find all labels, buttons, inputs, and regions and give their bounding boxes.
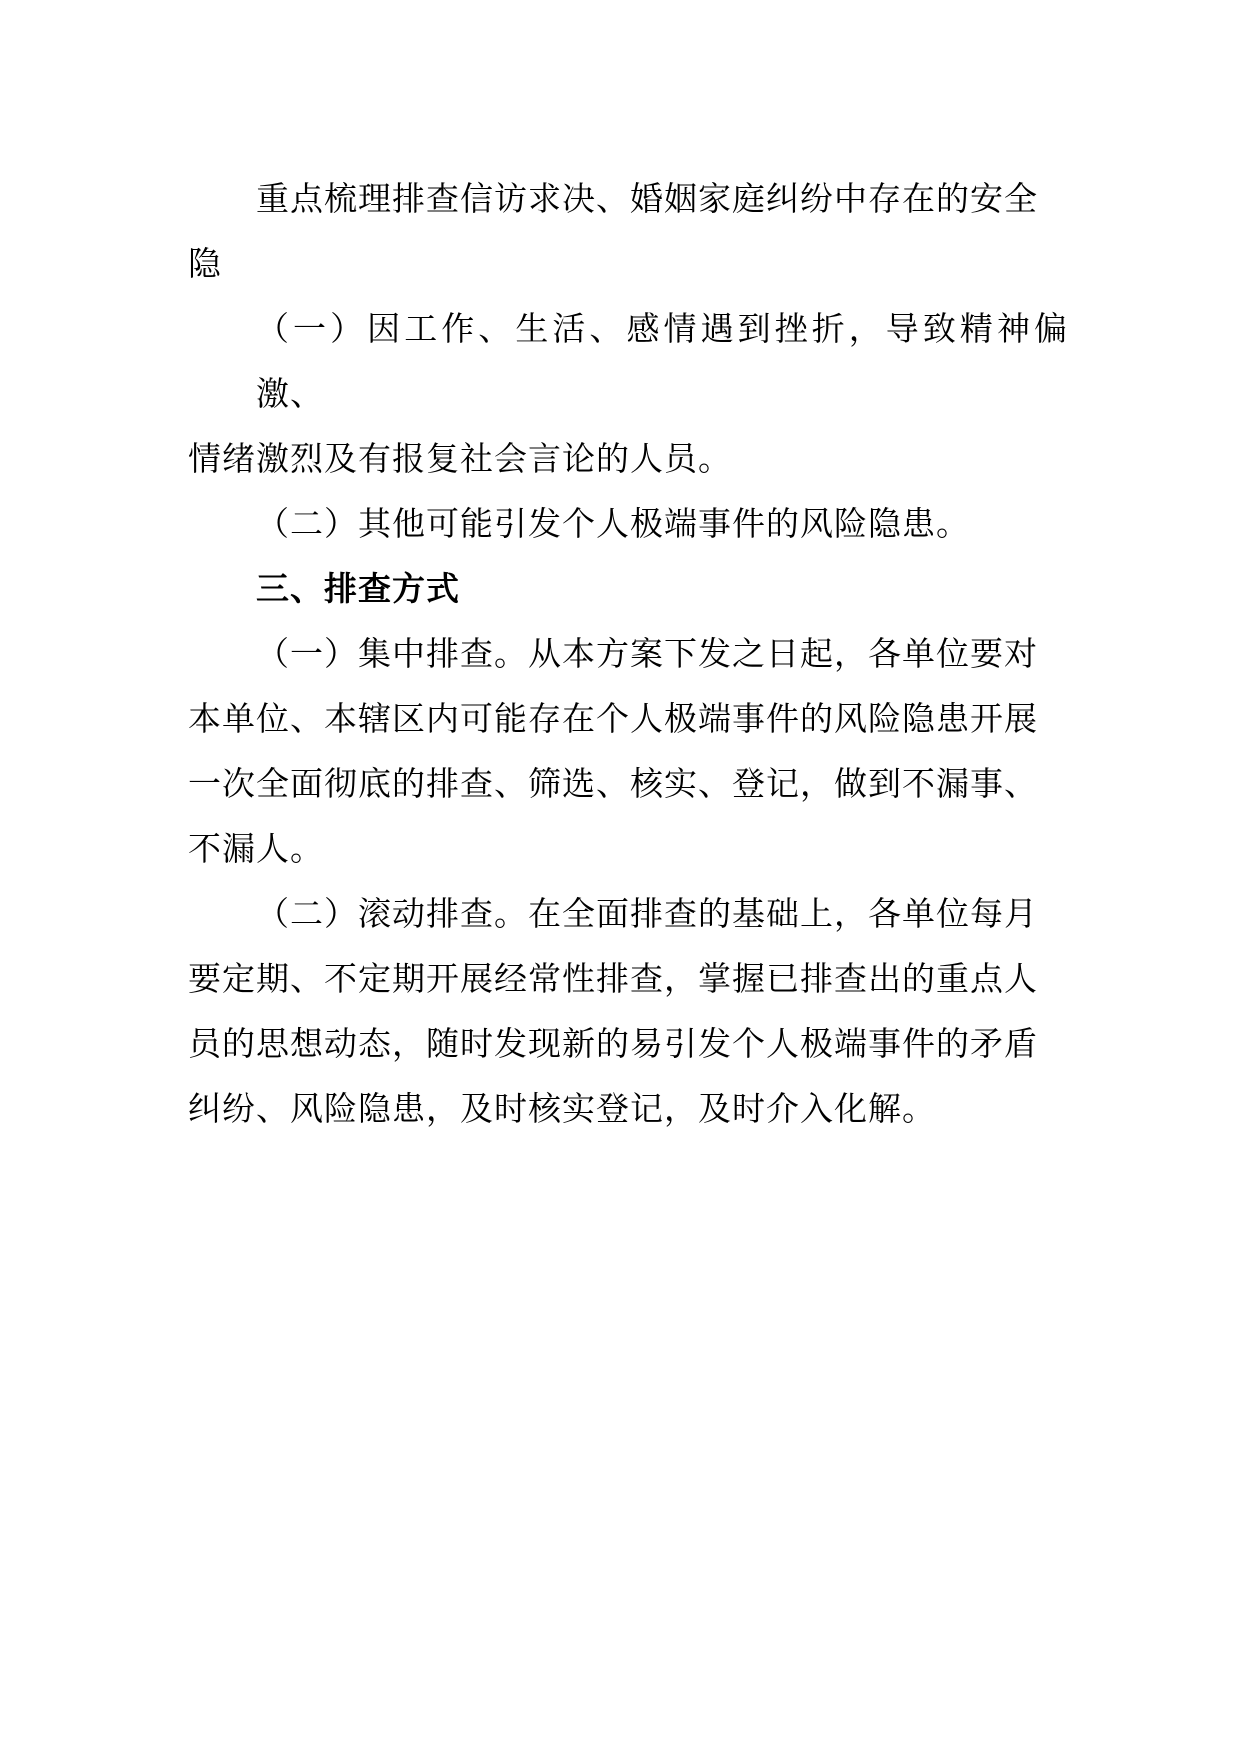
text-line: 员的思想动态，随时发现新的易引发个人极端事件的矛盾: [188, 1024, 1038, 1063]
text-line: 三、排查方式: [256, 569, 460, 608]
text-line: （一）因工作、生活、感情遇到挫折，导致精神偏激、: [256, 309, 1068, 413]
paragraph-method-2: [188, 881, 1068, 1141]
document-body: [188, 166, 1068, 1141]
paragraph-key-checks: [188, 166, 1068, 296]
text-line: 要定期、不定期开展经常性排查，掌握已排查出的重点人: [188, 959, 1038, 998]
text-line: 本单位、本辖区内可能存在个人极端事件的风险隐患开展: [188, 699, 1038, 738]
text-line: 一次全面彻底的排查、筛选、核实、登记，做到不漏事、: [188, 764, 1038, 803]
paragraph-item-2: [188, 491, 1068, 556]
text-line: 隐: [188, 244, 222, 283]
paragraph-method-1: [188, 621, 1068, 881]
text-line: （二）其他可能引发个人极端事件的风险隐患。: [256, 504, 970, 543]
section-heading-3: [188, 556, 1068, 621]
text-line: 情绪激烈及有报复社会言论的人员。: [188, 439, 732, 478]
paragraph-item-1: [188, 296, 1068, 491]
text-line: 重点梳理排查信访求决、婚姻家庭纠纷中存在的安全: [256, 179, 1038, 218]
text-line: （二）滚动排查。在全面排查的基础上，各单位每月: [256, 894, 1038, 933]
text-line: 纠纷、风险隐患，及时核实登记，及时介入化解。: [188, 1089, 936, 1128]
text-line: 不漏人。: [188, 829, 324, 868]
text-line: （一）集中排查。从本方案下发之日起，各单位要对: [256, 634, 1038, 673]
